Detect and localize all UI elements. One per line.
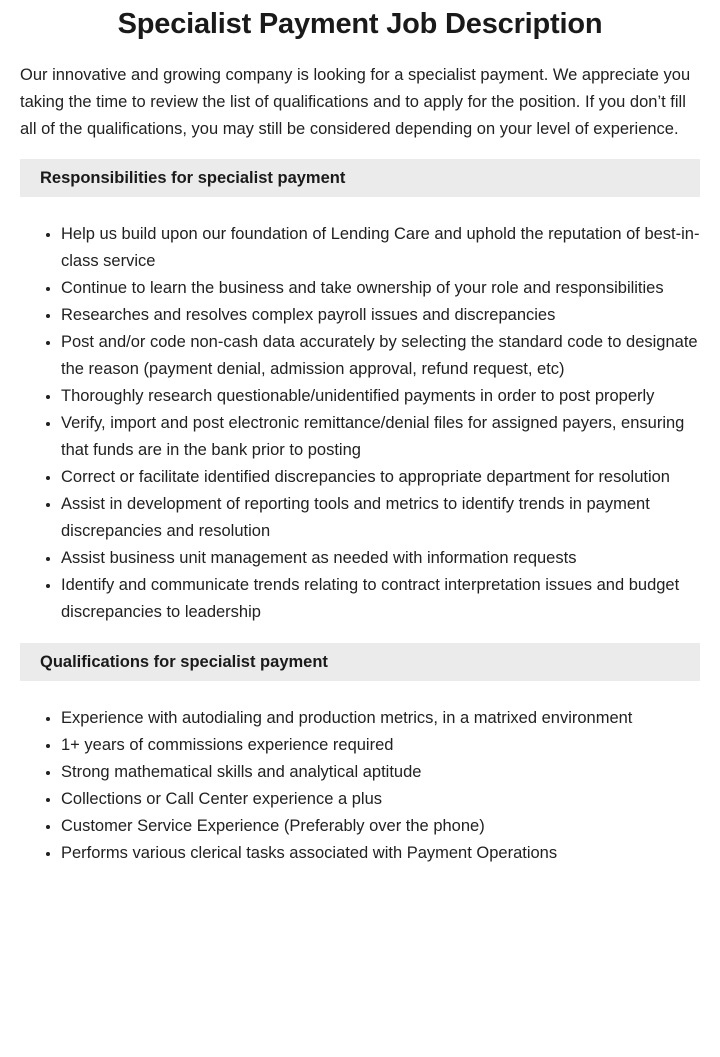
list-item: • Performs various clerical tasks associated with Payment Operations: [61, 840, 700, 867]
responsibilities-section-header: Responsibilities for specialist payment: [20, 159, 700, 197]
list-item: • Collections or Call Center experience a plus: [61, 786, 700, 813]
section-responsibilities: [0, 159, 720, 626]
list-item: • Continue to learn the business and take ownership of your role and responsibilities: [61, 275, 700, 302]
qualifications-section-header: Qualifications for specialist payment: [20, 643, 700, 681]
list-item: • Strong mathematical skills and analytical aptitude: [61, 759, 700, 786]
qualifications-list: [20, 705, 700, 867]
page-title: Specialist Payment Job Description: [117, 8, 603, 40]
list-item: • Assist in development of reporting tools and metrics to identify trends in payment discrepancies and resolution: [61, 491, 700, 545]
list-item: • Customer Service Experience (Preferably over the phone): [61, 813, 700, 840]
list-item: • Post and/or code non-cash data accurately by selecting the standard code to designate the reason (payment denial, admission approval, refund request, etc): [61, 329, 700, 383]
list-item: • Verify, import and post electronic remittance/denial files for assigned payers, ensuring that funds are in the bank prior to posting: [61, 410, 700, 464]
list-item: • Identify and communicate trends relating to contract interpretation issues and budget discrepancies to leadership: [61, 572, 700, 626]
list-item: • 1+ years of commissions experience required: [61, 732, 700, 759]
section-qualifications: [0, 643, 720, 867]
list-item: • Experience with autodialing and production metrics, in a matrixed environment: [61, 705, 700, 732]
list-item: • Assist business unit management as needed with information requests: [61, 545, 700, 572]
list-item: • Researches and resolves complex payroll issues and discrepancies: [61, 302, 700, 329]
intro-paragraph: Our innovative and growing company is looking for a specialist payment. We appreciate you taking the time to review the list of qualifications and to apply for the position. If you don’t fill all of the qualifications, you may still be considered depending on your level of experience.: [20, 66, 691, 138]
list-item: • Correct or facilitate identified discrepancies to appropriate department for resolution: [61, 464, 700, 491]
list-item: • Help us build upon our foundation of Lending Care and uphold the reputation of best-in-class service: [61, 221, 700, 275]
responsibilities-list: [20, 221, 700, 626]
list-item: • Thoroughly research questionable/unidentified payments in order to post properly: [61, 383, 700, 410]
